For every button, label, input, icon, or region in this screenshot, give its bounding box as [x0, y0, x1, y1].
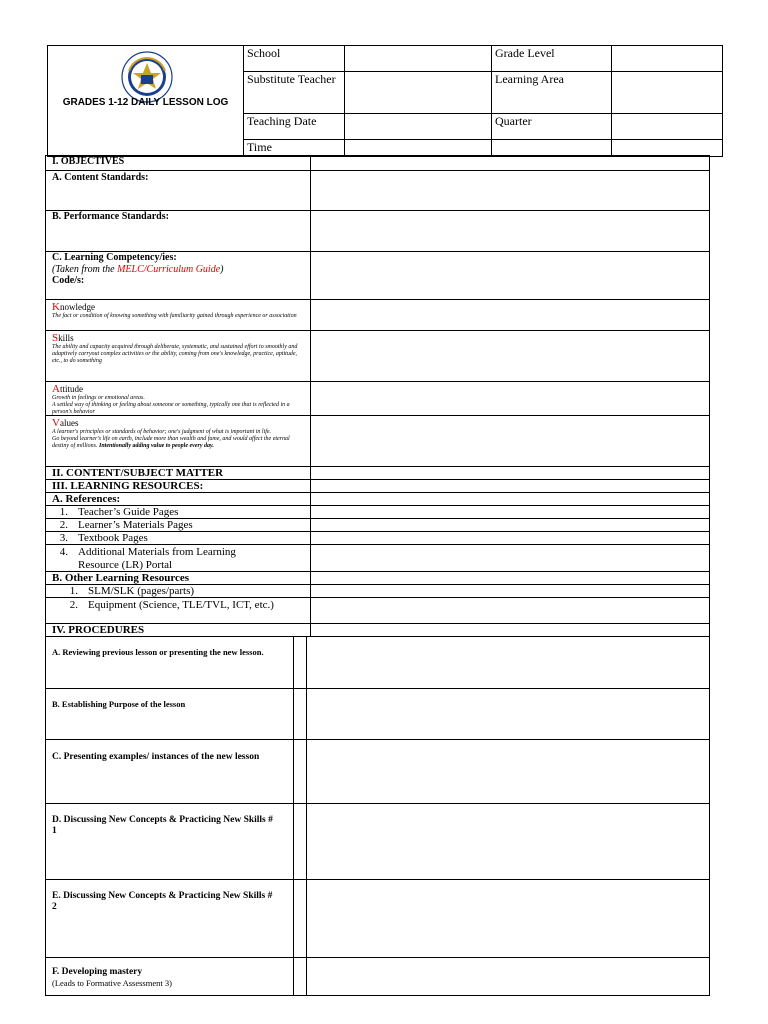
attitude-cell	[45, 381, 311, 416]
references-field[interactable]	[310, 492, 710, 506]
learning-competency-field[interactable]	[310, 251, 710, 300]
attitude-heading	[46, 382, 310, 395]
procedure-e-field[interactable]	[306, 879, 710, 958]
procedure-e-label: E. Discussing New Concepts & Practicing New Skills # 2	[45, 879, 294, 958]
melc-guide-link: MELC/Curriculum Guide	[117, 264, 221, 275]
reference-item-3-field[interactable]	[310, 531, 710, 545]
reference-item-1-num: 1.	[59, 506, 68, 518]
knowledge-field[interactable]	[310, 299, 710, 331]
teaching-date-field[interactable]	[344, 113, 492, 140]
performance-standards-field[interactable]	[310, 210, 710, 252]
values-definition-2	[46, 436, 310, 450]
values-definition-1: A learner's principles or standards of behavior; one's judgment of what is important in life.	[52, 429, 272, 435]
competency-note-post: )	[220, 264, 224, 275]
other-resource-item-1-field[interactable]	[310, 584, 710, 598]
resources-heading: III. LEARNING RESOURCES:	[45, 479, 311, 493]
procedure-f-note: (Leads to Formative Assessment 3)	[52, 978, 172, 988]
reference-item-3	[45, 531, 311, 545]
objectives-heading-field[interactable]	[310, 155, 710, 171]
school-field[interactable]	[344, 45, 492, 72]
procedure-a-gap	[293, 636, 307, 689]
objectives-heading: I. OBJECTIVES	[45, 155, 311, 171]
other-resource-item-2	[45, 597, 311, 624]
skills-heading	[46, 331, 310, 344]
procedure-c-label: C. Presenting examples/ instances of the new lesson	[45, 739, 294, 804]
skills-cell	[45, 330, 311, 382]
knowledge-word: nowledge	[59, 302, 95, 312]
procedure-a-label: A. Reviewing previous lesson or presenting the new lesson.	[45, 636, 294, 689]
competency-note	[52, 264, 310, 275]
header-logo-cell	[47, 45, 244, 157]
performance-standards-label: B. Performance Standards:	[45, 210, 311, 252]
knowledge-letter: K	[52, 301, 60, 313]
reference-item-1	[45, 505, 311, 519]
attitude-word: ttitude	[59, 384, 83, 394]
values-word: alues	[59, 418, 79, 428]
procedure-d-field[interactable]	[306, 803, 710, 880]
quarter-label: Quarter	[491, 113, 612, 140]
values-letter: V	[52, 417, 60, 429]
form-title: GRADES 1-12 DAILY LESSON LOG	[62, 97, 229, 108]
time-label: Time	[243, 139, 345, 157]
skills-word: kills	[58, 333, 74, 343]
teaching-date-label: Teaching Date	[243, 113, 345, 140]
content-standards-field[interactable]	[310, 170, 710, 211]
attitude-field[interactable]	[310, 381, 710, 416]
other-resource-item-1	[45, 584, 311, 598]
procedure-c-field[interactable]	[306, 739, 710, 804]
deped-seal-icon	[121, 51, 173, 103]
reference-item-1-field[interactable]	[310, 505, 710, 519]
knowledge-cell	[45, 299, 311, 331]
codes-label: Code/s:	[52, 275, 85, 286]
school-label: School	[243, 45, 345, 72]
reference-item-3-text: Textbook Pages	[78, 532, 148, 544]
values-heading	[46, 416, 310, 429]
substitute-teacher-label: Substitute Teacher	[243, 71, 345, 114]
procedure-b-label: B. Establishing Purpose of the lesson	[45, 688, 294, 740]
reference-item-3-num: 3.	[59, 532, 68, 544]
attitude-definition-1: Growth in feelings or emotional areas.	[52, 395, 145, 401]
reference-item-2	[45, 518, 311, 532]
procedure-f-field[interactable]	[306, 957, 710, 996]
reference-item-4-field[interactable]	[310, 544, 710, 572]
procedure-b-gap	[293, 688, 307, 740]
skills-field[interactable]	[310, 330, 710, 382]
skills-definition: The ability and capacity acquired through deliberate, systematic, and sustained effort to smoothly and adaptively carryout complex activities or the ability, coming from one's knowledge, practice, aptitude, etc., to do something	[52, 344, 298, 364]
content-heading: II. CONTENT/SUBJECT MATTER	[45, 466, 311, 480]
reference-item-4	[45, 544, 311, 572]
procedure-c-gap	[293, 739, 307, 804]
other-resource-item-2-field[interactable]	[310, 597, 710, 624]
procedure-a-field[interactable]	[306, 636, 710, 689]
values-definition-2-text: Go beyond learner's life on earth, include more than wealth and fame, and would affect the eternal destiny of millions.	[52, 436, 290, 449]
grade-level-field[interactable]	[611, 45, 723, 72]
other-resources-label: B. Other Learning Resources	[45, 571, 311, 585]
other-resource-item-1-text: SLM/SLK (pages/parts)	[88, 585, 195, 597]
procedures-heading: IV. PROCEDURES	[45, 623, 311, 637]
reference-item-1-text: Teacher’s Guide Pages	[78, 506, 179, 518]
knowledge-definition: The fact or condition of knowing something with familiarity gained through experience or association	[52, 313, 297, 319]
procedure-d-label: D. Discussing New Concepts & Practicing New Skills # 1	[45, 803, 294, 880]
reference-item-2-text: Learner’s Materials Pages	[78, 519, 193, 531]
learning-competency-cell	[45, 251, 311, 300]
procedure-f-gap	[293, 957, 307, 996]
references-label: A. References:	[45, 492, 311, 506]
resources-heading-field[interactable]	[310, 479, 710, 493]
grade-level-label: Grade Level	[491, 45, 612, 72]
reference-item-2-field[interactable]	[310, 518, 710, 532]
skills-letter: S	[52, 332, 59, 344]
other-resource-item-2-num: 2.	[69, 599, 78, 611]
reference-item-4-num: 4.	[59, 546, 68, 558]
procedure-f-cell	[45, 957, 294, 996]
reference-item-4-text: Additional Materials from Learning Resource (LR) Portal	[78, 546, 236, 571]
other-resource-item-2-text: Equipment (Science, TLE/TVL, ICT, etc.)	[88, 599, 274, 611]
learning-competency-label: C. Learning Competency/ies:	[52, 252, 177, 263]
values-cell	[45, 415, 311, 467]
attitude-definition-2: A settled way of thinking or feeling about someone or something, typically one that is reflected in a person's behavior	[52, 402, 290, 415]
reference-item-2-num: 2.	[59, 519, 68, 531]
learning-area-field[interactable]	[611, 71, 723, 114]
competency-note-pre: (Taken from the	[52, 264, 118, 275]
procedures-heading-field[interactable]	[310, 623, 710, 637]
other-resources-field[interactable]	[310, 571, 710, 585]
content-standards-label: A. Content Standards:	[45, 170, 311, 211]
procedure-d-gap	[293, 803, 307, 880]
content-field[interactable]	[310, 466, 710, 480]
substitute-teacher-field[interactable]	[344, 71, 492, 114]
procedure-b-field[interactable]	[306, 688, 710, 740]
procedure-e-gap	[293, 879, 307, 958]
values-field[interactable]	[310, 415, 710, 467]
values-definition-bold: Intentionally adding value to people every day.	[99, 443, 214, 449]
learning-area-label: Learning Area	[491, 71, 612, 114]
knowledge-heading	[46, 300, 310, 313]
attitude-letter: A	[52, 383, 60, 395]
quarter-field[interactable]	[611, 113, 723, 140]
procedure-f-label: F. Developing mastery	[52, 967, 143, 977]
other-resource-item-1-num: 1.	[69, 585, 78, 597]
